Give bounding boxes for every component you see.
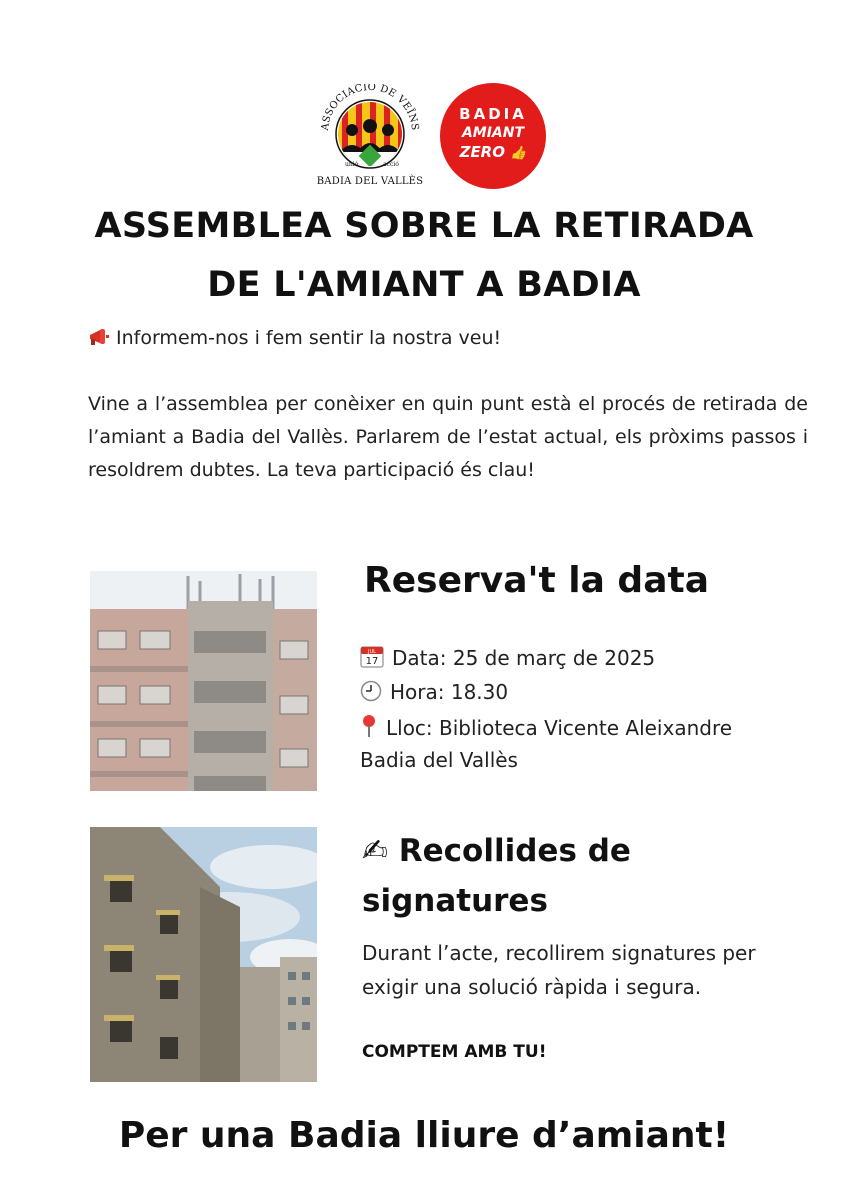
page-title-line-1: ASSEMBLEA SOBRE LA RETIRADA <box>94 206 754 246</box>
event-heading: Reserva't la data <box>364 560 709 601</box>
thumbs-up-icon: 👍 <box>510 146 527 161</box>
signatures-text: Durant l’acte, recollirem signatures per exigir una solució ràpida i segura. <box>362 941 756 999</box>
event-date: JUL 17 Data: 25 de març de 2025 <box>360 646 820 673</box>
svg-text:unió: unió <box>345 161 359 168</box>
event-time: Hora: 18.30 <box>360 680 820 707</box>
svg-text:ASSOCIACIÓ DE VEÏNS: ASSOCIACIÓ DE VEÏNS <box>319 84 421 132</box>
page-title-line-2: DE L'AMIANT A BADIA <box>207 265 641 305</box>
footer-slogan: Per una Badia lliure d’amiant! <box>118 1115 730 1156</box>
building-photo-2 <box>90 827 317 1082</box>
association-logo <box>312 84 428 192</box>
signatures-heading: ✍ Recollides de signatures <box>362 833 631 919</box>
signatures-cta: COMPTEM AMB TU! <box>362 1042 547 1062</box>
calendar-icon <box>360 646 384 673</box>
clock-icon <box>360 680 382 707</box>
badia-amiant-zero-logo <box>440 83 546 189</box>
pin-icon <box>360 714 378 743</box>
logo-line-2: AMIANT <box>461 125 525 141</box>
megaphone-icon <box>88 325 110 358</box>
logo-line-1: BADIA <box>459 105 527 123</box>
svg-text:17: 17 <box>365 656 379 667</box>
writing-hand-icon: ✍ <box>362 833 388 869</box>
association-logo-caption: BADIA DEL VALLÈS <box>316 176 424 187</box>
logo-line-3: ZERO 👍 <box>459 143 527 161</box>
building-photo-1 <box>90 571 317 791</box>
description: Vine a l’assemblea per conèixer en quin punt està el procés de retirada de l’amiant a Badia del Vallès. Parlarem de l’estat actual, els pròxims passos i resoldrem dubtes. La teva participació és clau! <box>88 393 808 481</box>
tagline <box>88 322 808 358</box>
event-place: Lloc: Biblioteca Vicente Aleixandre <box>360 714 820 743</box>
svg-text:JUL: JUL <box>368 649 376 655</box>
svg-text:acció: acció <box>383 161 399 168</box>
tagline-text: Informem-nos i fem sentir la nostra veu! <box>116 327 502 349</box>
event-place-line-2: Badia del Vallès <box>360 748 518 772</box>
